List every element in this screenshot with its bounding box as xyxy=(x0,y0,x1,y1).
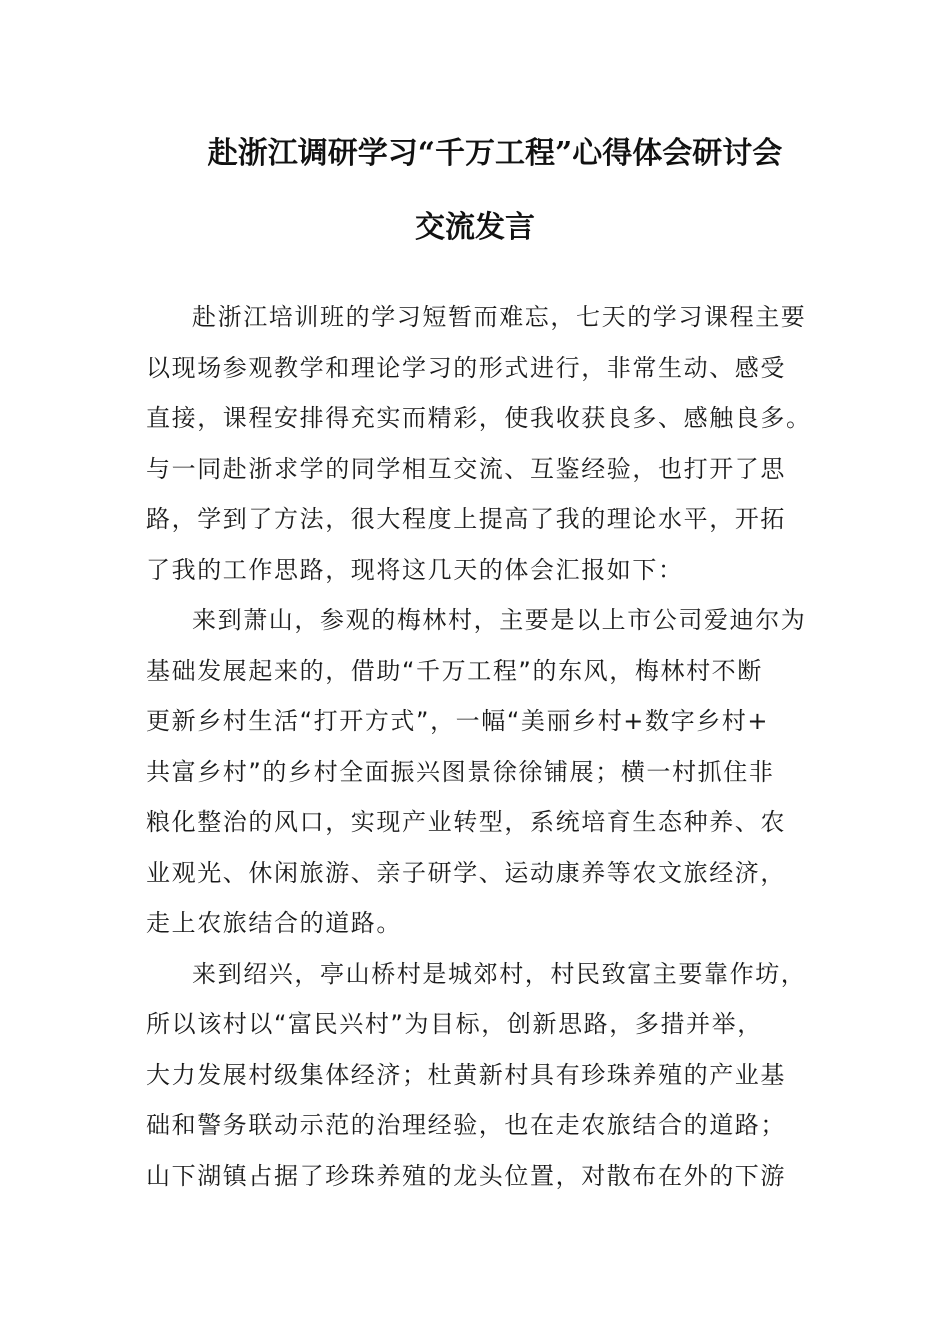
text-line: 大力发展村级集体经济；杜黄新村具有珍珠养殖的产业基 xyxy=(146,1060,786,1089)
text-line: 来到绍兴，亭山桥村是城郊村，村民致富主要靠作坊， xyxy=(192,959,807,988)
document-title-line-2: 交流发言 xyxy=(415,210,535,245)
text-line: 业观光、休闲旅游、亲子研学、运动康养等农文旅经济， xyxy=(146,858,786,887)
text-line: 基础发展起来的，借助“千万工程”的东风，梅林村不断 xyxy=(146,656,763,685)
text-line: 了我的工作思路，现将这几天的体会汇报如下： xyxy=(146,555,684,584)
text-line: 共富乡村”的乡村全面振兴图景徐徐铺展；横一村抓住非 xyxy=(146,757,775,786)
text-line: 山下湖镇占据了珍珠养殖的龙头位置，对散布在外的下游 xyxy=(146,1161,786,1190)
document-body xyxy=(146,292,816,1201)
text-line: 来到萧山，参观的梅林村，主要是以上市公司爱迪尔为 xyxy=(192,606,807,634)
text-line: 础和警务联动示范的治理经验，也在走农旅结合的道路； xyxy=(146,1111,786,1139)
text-line: 所以该村以“富民兴村”为目标，创新思路，多措并举， xyxy=(146,1010,763,1038)
paragraph-1 xyxy=(146,292,816,595)
paragraph-2 xyxy=(146,595,816,949)
text-line: 路，学到了方法，很大程度上提高了我的理论水平，开拓 xyxy=(146,505,786,533)
text-line: 更新乡村生活“打开方式”，一幅“美丽乡村+数字乡村+ xyxy=(146,707,770,735)
text-line: 与一同赴浙求学的同学相互交流、互鉴经验，也打开了思 xyxy=(146,454,786,483)
text-line: 以现场参观教学和理论学习的形式进行，非常生动、感受 xyxy=(146,353,786,382)
text-line: 粮化整治的风口，实现产业转型，系统培育生态种养、农 xyxy=(146,808,786,836)
text-line: 直接，课程安排得充实而精彩，使我收获良多、感触良多。 xyxy=(146,404,812,432)
paragraph-3 xyxy=(146,949,816,1202)
document-title-line-1: 赴浙江调研学习“千万工程”心得体会研讨会 xyxy=(207,136,783,171)
text-line: 走上农旅结合的道路。 xyxy=(146,909,402,937)
text-line: 赴浙江培训班的学习短暂而难忘，七天的学习课程主要 xyxy=(192,303,807,331)
